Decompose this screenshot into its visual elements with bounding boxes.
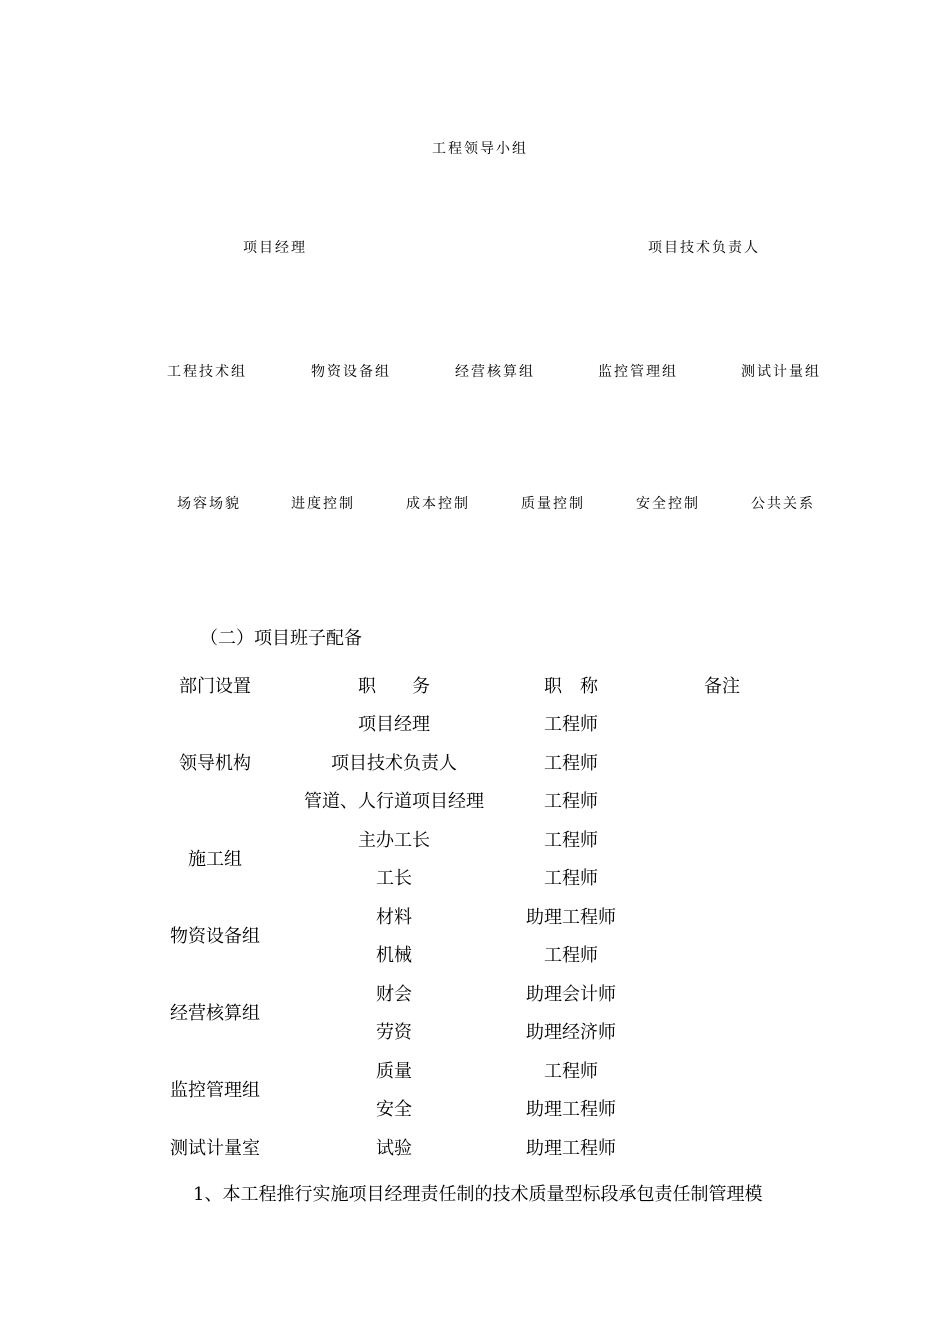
table-duty: 主办工长 xyxy=(358,830,430,851)
table-department: 施工组 xyxy=(188,849,242,870)
table-title: 工程师 xyxy=(544,830,598,851)
table-title: 助理工程师 xyxy=(526,1099,616,1120)
table-title: 工程师 xyxy=(544,1061,598,1082)
table-duty: 管道、人行道项目经理 xyxy=(304,791,484,812)
table-duty: 材料 xyxy=(376,907,412,928)
table-duty: 机械 xyxy=(376,945,412,966)
table-duty: 财会 xyxy=(376,984,412,1005)
table-department: 测试计量室 xyxy=(170,1138,260,1159)
table-department: 物资设备组 xyxy=(170,926,260,947)
table-title: 助理工程师 xyxy=(526,1138,616,1159)
table-title: 助理工程师 xyxy=(526,907,616,928)
section-title: （二）项目班子配备 xyxy=(200,628,362,649)
table-duty: 试验 xyxy=(376,1138,412,1159)
table-title: 工程师 xyxy=(544,868,598,889)
table-header-title: 职 称 xyxy=(544,676,598,697)
table-department: 监控管理组 xyxy=(170,1080,260,1101)
org-node-l3: 经营核算组 xyxy=(455,364,535,380)
table-header-department: 部门设置 xyxy=(179,676,251,697)
table-header-remarks: 备注 xyxy=(704,676,740,697)
table-duty: 安全 xyxy=(376,1099,412,1120)
table-duty: 项目技术负责人 xyxy=(331,753,457,774)
org-node-l4: 安全控制 xyxy=(636,496,700,512)
org-node-l4: 质量控制 xyxy=(521,496,585,512)
table-duty: 工长 xyxy=(376,868,412,889)
org-node-l4: 公共关系 xyxy=(751,496,815,512)
table-duty: 劳资 xyxy=(376,1022,412,1043)
table-title: 工程师 xyxy=(544,714,598,735)
org-node-l3: 工程技术组 xyxy=(167,364,247,380)
table-title: 助理经济师 xyxy=(526,1022,616,1043)
org-node-l3: 监控管理组 xyxy=(598,364,678,380)
table-department: 经营核算组 xyxy=(170,1003,260,1024)
table-title: 工程师 xyxy=(544,945,598,966)
table-duty: 项目经理 xyxy=(358,714,430,735)
table-header-duty: 职 务 xyxy=(358,676,430,697)
org-node-l4: 场容场貌 xyxy=(177,496,241,512)
table-duty: 质量 xyxy=(376,1061,412,1082)
org-node-l4: 进度控制 xyxy=(291,496,355,512)
org-node-l3: 测试计量组 xyxy=(741,364,821,380)
org-node-l3: 物资设备组 xyxy=(311,364,391,380)
table-department: 领导机构 xyxy=(179,753,251,774)
table-title: 工程师 xyxy=(544,791,598,812)
org-node-l2: 项目经理 xyxy=(243,240,307,256)
org-node-l4: 成本控制 xyxy=(406,496,470,512)
org-node-top: 工程领导小组 xyxy=(432,141,528,157)
org-node-l2: 项目技术负责人 xyxy=(648,240,760,256)
table-title: 工程师 xyxy=(544,753,598,774)
body-paragraph: 1、本工程推行实施项目经理责任制的技术质量型标段承包责任制管理模 xyxy=(193,1184,763,1205)
table-title: 助理会计师 xyxy=(526,984,616,1005)
